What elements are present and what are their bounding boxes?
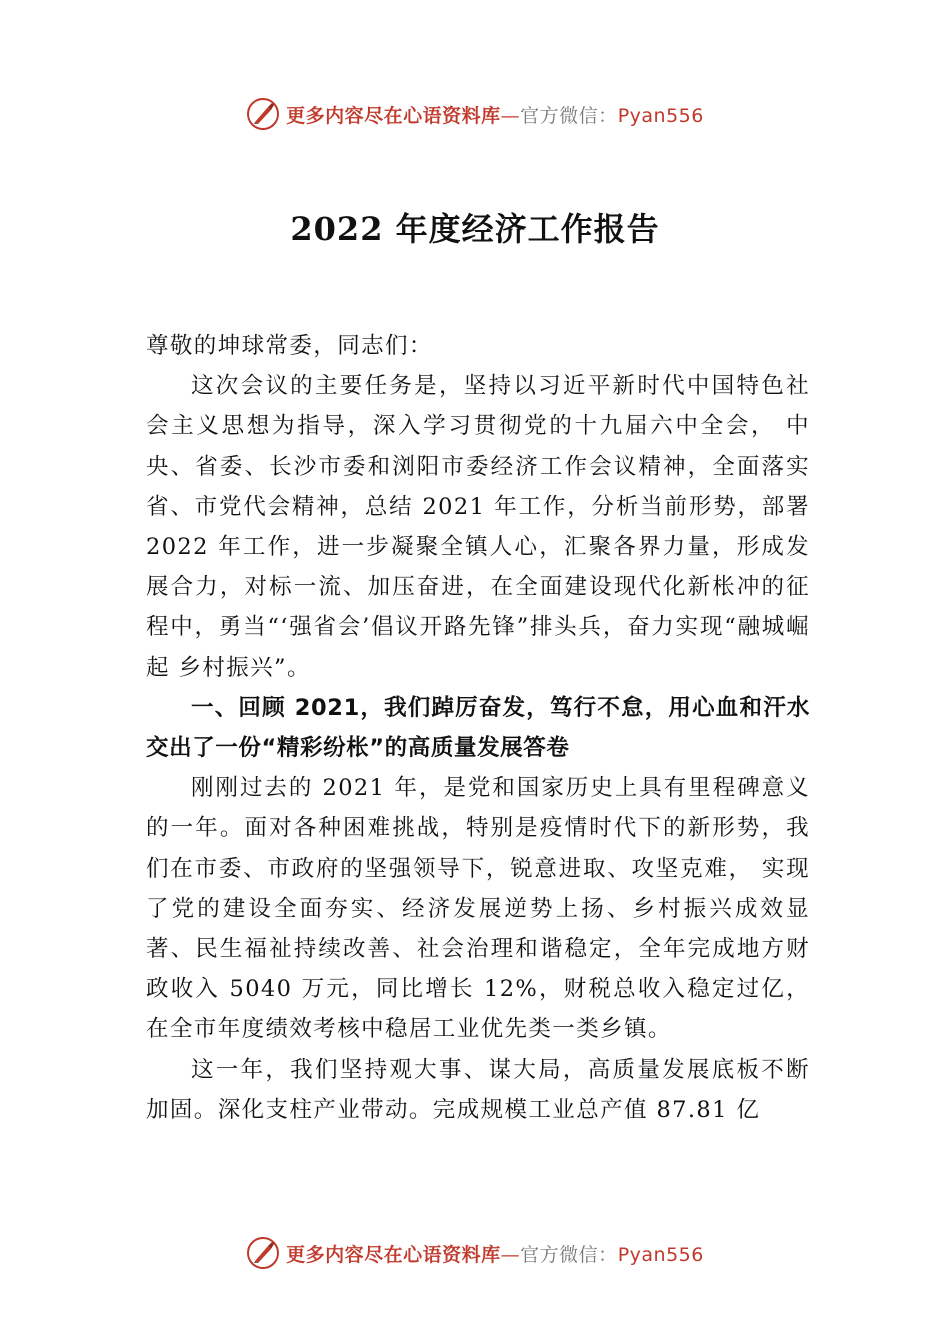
greeting: 尊敬的坤球常委，同志们： bbox=[146, 333, 433, 359]
watermark-label: 官方微信： bbox=[520, 1243, 618, 1266]
paragraph-1: 这次会议的主要任务是，坚持以习近平新时代中国特色社会主义思想为指导，深入学习贯彻党的十九届六中全会， 中央、省委、长沙市委和浏阳市委经济工作会议精神，全面落实省、市党代会精神，总结 2021 年工作，分析当前形势，部署 2022 年工作，进一步凝聚全镇人心，汇聚各界力量，形成发展合力，对标一流、加压奋进，在全面建设现代化新枨冲的征程中，勇当“‘强省会’倡议开路先锋”排头兵，奋力实现“融城崛起 乡村振兴”。 bbox=[146, 373, 810, 681]
watermark-dash: — bbox=[500, 1243, 521, 1266]
document-body bbox=[146, 326, 810, 1130]
watermark-id: Pyan556 bbox=[617, 1243, 704, 1266]
watermark-text bbox=[286, 1240, 704, 1267]
document-title: 2022 年度经济工作报告 bbox=[290, 210, 660, 248]
watermark-dash: — bbox=[500, 104, 521, 127]
watermark-main: 更多内容尽在心语资料库 bbox=[286, 104, 501, 127]
watermark-banner-bottom bbox=[0, 1233, 950, 1273]
watermark-main: 更多内容尽在心语资料库 bbox=[286, 1243, 501, 1266]
paragraph-2: 刚刚过去的 2021 年，是党和国家历史上具有里程碑意义的一年。面对各种困难挑战，特别是疫情时代下的新形势，我们在市委、市政府的坚强领导下，锐意进取、攻坚克难， 实现了党的建设全面夯实、经济发展逆势上扬、乡村振兴成效显著、民生福祉持续改善、社会治理和谐稳定，全年完成地方财政收入 5040 万元，同比增长 12%，财税总收入稳定过亿，在全市年度绩效考核中稳居工业优先类一类乡镇。 bbox=[146, 775, 810, 1043]
watermark-banner-top bbox=[0, 94, 950, 134]
watermark-id: Pyan556 bbox=[617, 104, 704, 127]
watermark-label: 官方微信： bbox=[520, 104, 618, 127]
watermark-text bbox=[286, 101, 704, 128]
paragraph-3: 这一年，我们坚持观大事、谋大局，高质量发展底板不断加固。深化支柱产业带动。完成规模工业总产值 87.81 亿 bbox=[146, 1056, 810, 1123]
section-heading-1: 一、回顾 2021，我们踔厉奋发，笃行不怠，用心血和汗水交出了一份“精彩纷枨”的高质量发展答卷 bbox=[146, 694, 810, 762]
pen-logo-icon bbox=[246, 97, 280, 131]
pen-logo-icon bbox=[246, 1236, 280, 1270]
